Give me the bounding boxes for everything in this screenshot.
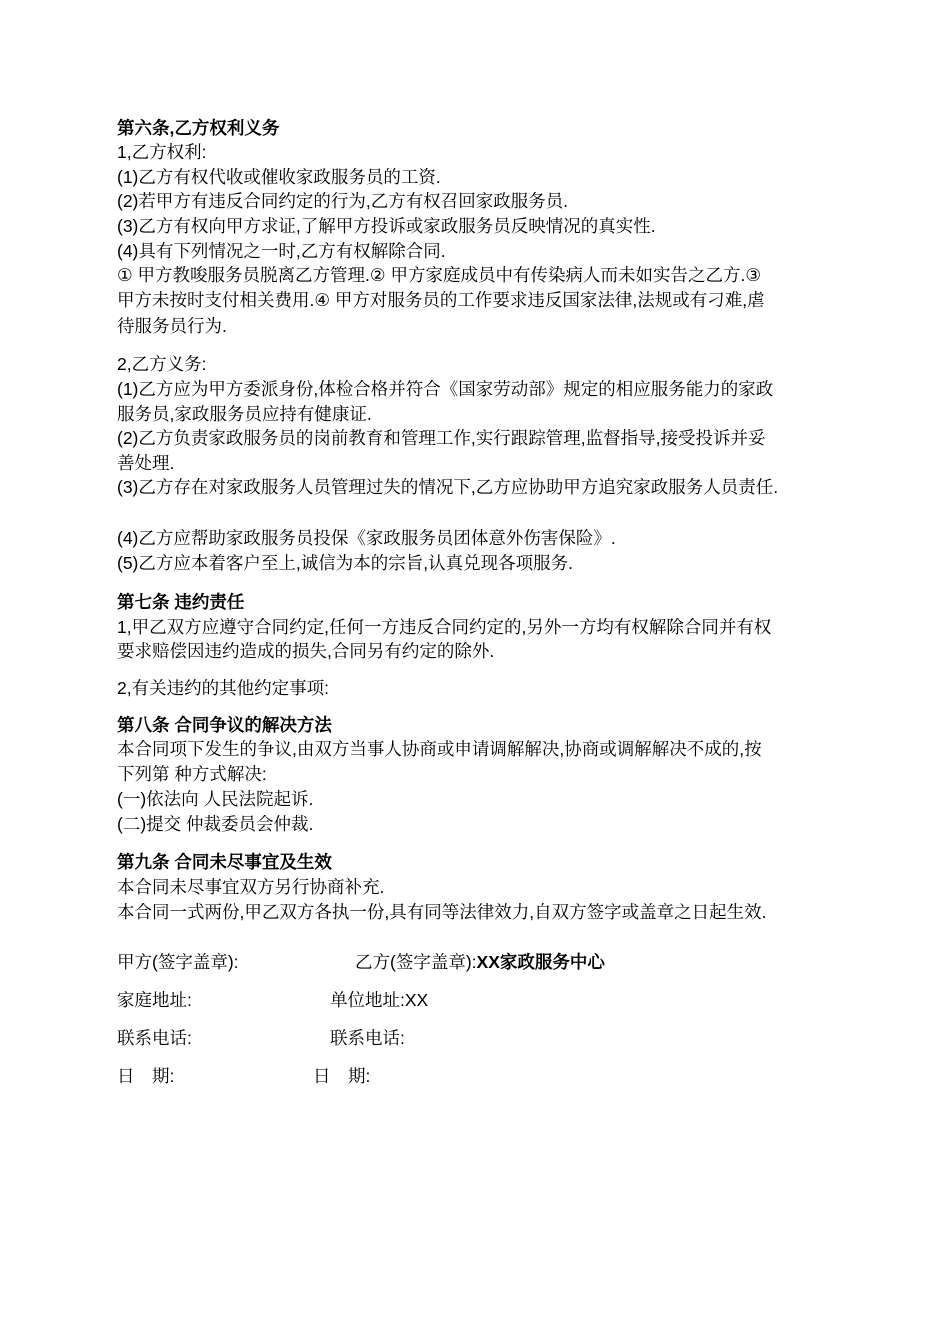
duty-1: 服务员,家政服务员应持有健康证. [117,404,372,424]
unit-address [330,988,428,1012]
party-b-signature [355,950,605,974]
home-address-label: 家庭地址: [117,990,192,1010]
article-7-p2: 2,有关违约的其他约定事项: [117,678,329,698]
right-1: (1)乙方有权代收或催收家政服务员的工资. [117,167,441,187]
article-6-title: 第六条,乙方权利义务 [117,118,280,138]
article-7-p1: 1,甲乙双方应遵守合同约定,任何一方违反合同约定的,另外一方均有权解除合同并有权 [117,617,772,637]
party-a-signature-label: 甲方(签字盖章): [117,952,239,972]
duty-2: 善处理. [117,453,175,473]
article-7-p1: 要求赔偿因违约造成的损失,合同另有约定的除外. [117,641,495,661]
article-8-title: 第八条 合同争议的解决方法 [117,715,332,735]
duty-5: (5)乙方应本着客户至上,诚信为本的宗旨,认真兑现各项服务. [117,553,573,573]
party-b-name: XX家政服务中心 [476,952,605,972]
date-a-label: 日 期: [117,1066,175,1086]
duty-3: (3)乙方存在对家政服务人员管理过失的情况下,乙方应协助甲方追究家政服务人员责任. [117,477,779,497]
phone-b-label: 联系电话: [330,1028,405,1048]
right-4-detail: 甲方未按时支付相关费用.④ 甲方对服务员的工作要求违反国家法律,法规或有刁难,虐 [117,290,765,310]
article-8-p1: 下列第 种方式解决: [117,764,267,784]
duty-4: (4)乙方应帮助家政服务员投保《家政服务员团体意外伤害保险》. [117,528,616,548]
right-2: (2)若甲方有违反合同约定的行为,乙方有权召回家政服务员. [117,191,569,211]
phone-a-label: 联系电话: [117,1028,192,1048]
duty-1: (1)乙方应为甲方委派身份,体检合格并符合《国家劳动部》规定的相应服务能力的家政 [117,379,774,399]
article-8-p1: 本合同项下发生的争议,由双方当事人协商或申请调解解决,协商或调解解决不成的,按 [117,739,762,759]
right-4-detail: 待服务员行为. [117,316,227,336]
article-8-option-2: (二)提交 仲裁委员会仲裁. [117,814,314,834]
right-3: (3)乙方有权向甲方求证,了解甲方投诉或家政服务员反映情况的真实性. [117,216,656,236]
unit-address-label: 单位地址: [330,990,405,1010]
right-4-detail: ① 甲方教唆服务员脱离乙方管理.② 甲方家庭成员中有传染病人而未如实告之乙方.③ [117,265,762,285]
article-7-title: 第七条 违约责任 [117,592,245,612]
article-9-p1: 本合同未尽事宜双方另行协商补充. [117,877,385,897]
duty-2: (2)乙方负责家政服务员的岗前教育和管理工作,实行跟踪管理,监督指导,接受投诉并妥 [117,428,766,448]
party-b-signature-label: 乙方(签字盖章): [355,952,477,972]
article-8-option-1: (一)依法向 人民法院起诉. [117,789,314,809]
article-9-title: 第九条 合同未尽事宜及生效 [117,852,332,872]
rights-heading: 1,乙方权利: [117,142,207,162]
unit-address-value: XX [404,990,429,1010]
article-9-p2: 本合同一式两份,甲乙双方各执一份,具有同等法律效力,自双方签字或盖章之日起生效. [117,902,767,922]
duties-heading: 2,乙方义务: [117,354,207,374]
date-b-label: 日 期: [313,1066,371,1086]
right-4: (4)具有下列情况之一时,乙方有权解除合同. [117,241,446,261]
